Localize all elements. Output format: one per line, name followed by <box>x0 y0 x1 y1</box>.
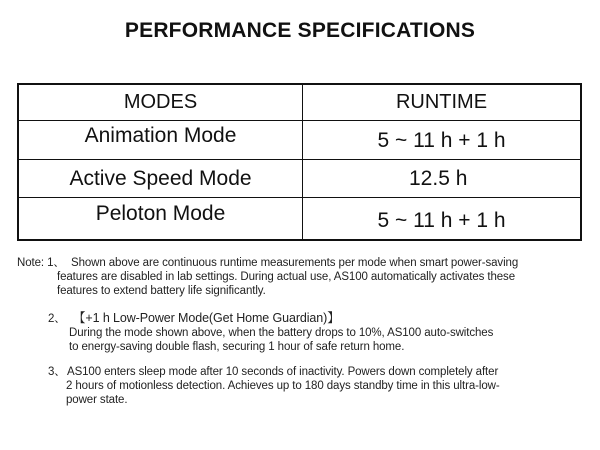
note-2-line-2: to energy-saving double flash, securing 1 hour of safe return home. <box>69 341 405 353</box>
runtime-cell: 5 ~ 11 h + 1 h <box>377 209 506 232</box>
note-2-number: 2、 <box>48 313 66 325</box>
mode-cell: Active Speed Mode <box>69 166 252 190</box>
note-1-line-3: features to extend battery life significantly. <box>57 285 266 297</box>
specifications-table <box>17 83 582 241</box>
note-3-line-2: 2 hours of motionless detection. Achieves up to 180 days standby time in this ultra-low- <box>66 380 500 392</box>
table-row <box>19 159 580 197</box>
note-2-line-1: During the mode shown above, when the battery drops to 10%, AS100 auto-switches <box>69 327 494 339</box>
note-2-heading: 【+1 h Low-Power Mode(Get Home Guardian)】 <box>73 311 340 325</box>
note-3-line-3: power state. <box>66 394 128 406</box>
column-header-modes: MODES <box>123 91 198 113</box>
table-row <box>19 121 580 159</box>
table-header-row <box>19 85 580 121</box>
note-1-line-2: features are disabled in lab settings. During actual use, AS100 automatically activates these <box>57 271 516 283</box>
note-3-number: 3、 <box>48 366 66 378</box>
table-row <box>19 197 580 239</box>
note-1-prefix: Note: 1、 <box>17 257 65 269</box>
mode-cell: Peloton Mode <box>95 202 226 225</box>
note-1-line-1: Shown above are continuous runtime measurements per mode when smart power-saving <box>71 257 519 269</box>
runtime-cell: 12.5 h <box>409 166 468 190</box>
page-title: PERFORMANCE SPECIFICATIONS <box>124 19 476 42</box>
column-header-runtime: RUNTIME <box>395 91 488 113</box>
runtime-cell: 5 ~ 11 h + 1 h <box>377 129 506 152</box>
note-3-line-1: AS100 enters sleep mode after 10 seconds of inactivity. Powers down completely after <box>67 366 499 378</box>
mode-cell: Animation Mode <box>84 124 237 147</box>
